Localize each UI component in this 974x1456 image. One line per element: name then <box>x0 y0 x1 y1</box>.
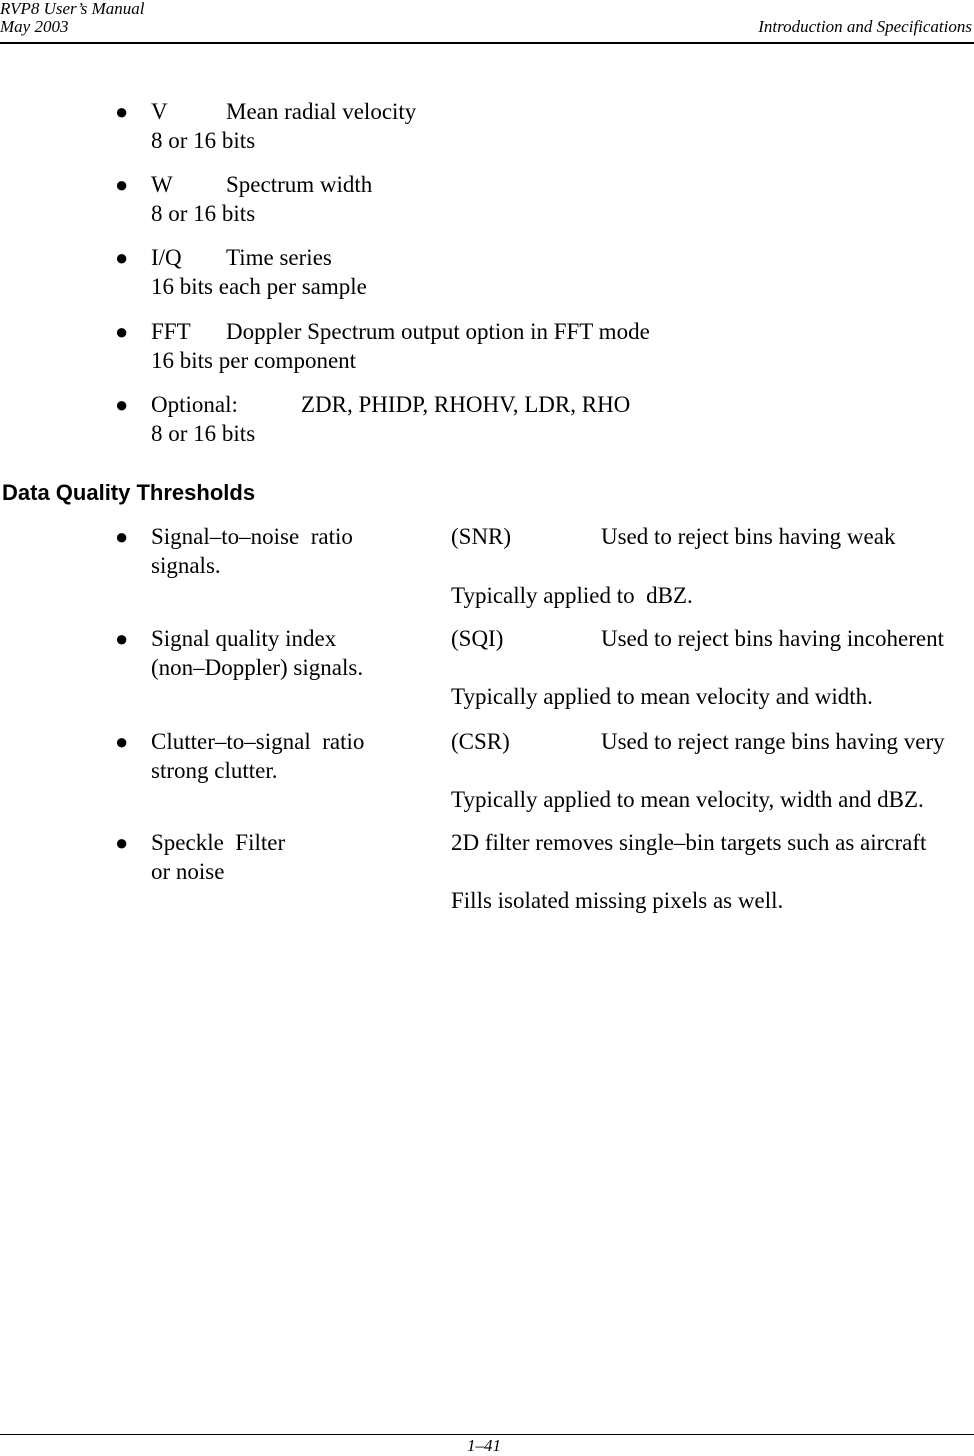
threshold-note: Fills isolated missing pixels as well. <box>451 888 784 913</box>
threshold-name: Speckle Filter <box>151 830 286 855</box>
item-detail: 8 or 16 bits <box>151 201 256 226</box>
bullet-icon: ● <box>115 245 129 270</box>
item-detail: 16 bits per component <box>151 348 357 373</box>
item-detail: 16 bits each per sample <box>151 274 367 299</box>
bullet-icon: ● <box>115 830 129 855</box>
item-code: W <box>151 172 173 197</box>
footer-rule <box>0 1434 974 1435</box>
threshold-abbr: (CSR) <box>451 729 510 754</box>
item-code: FFT <box>151 319 191 344</box>
item-code: I/Q <box>151 245 182 270</box>
item-detail: 8 or 16 bits <box>151 421 256 446</box>
bullet-icon: ● <box>115 729 129 754</box>
threshold-text: 2D filter removes single–bin targets such as aircraft <box>451 830 927 855</box>
item-code: V <box>151 99 168 124</box>
item-description: Time series <box>226 245 332 270</box>
threshold-name: Signal quality index <box>151 626 337 651</box>
bullet-icon: ● <box>115 319 129 344</box>
bullet-icon: ● <box>115 172 129 197</box>
threshold-abbr: (SNR) <box>451 524 512 549</box>
item-detail: 8 or 16 bits <box>151 128 256 153</box>
threshold-text-continued: (non–Doppler) signals. <box>151 655 364 680</box>
section-heading: Data Quality Thresholds <box>2 480 256 505</box>
header-date: May 2003 <box>0 17 69 36</box>
threshold-text-continued: strong clutter. <box>151 758 278 783</box>
item-code: Optional: <box>151 392 238 417</box>
bullet-icon: ● <box>115 524 129 549</box>
threshold-note: Typically applied to mean velocity, width and dBZ. <box>451 787 924 812</box>
item-description: Spectrum width <box>226 172 373 197</box>
item-description: Mean radial velocity <box>226 99 417 124</box>
threshold-text: Used to reject range bins having very <box>601 729 945 754</box>
threshold-name: Signal–to–noise ratio <box>151 524 353 549</box>
bullet-icon: ● <box>115 392 129 417</box>
threshold-text-continued: or noise <box>151 859 225 884</box>
bullet-icon: ● <box>115 626 129 651</box>
threshold-text: Used to reject bins having incoherent <box>601 626 944 651</box>
section-title: Introduction and Specifications <box>758 17 972 36</box>
manual-title: RVP8 User’s Manual <box>0 0 145 18</box>
threshold-note: Typically applied to dBZ. <box>451 583 693 608</box>
threshold-note: Typically applied to mean velocity and width. <box>451 684 873 709</box>
bullet-icon: ● <box>115 99 129 124</box>
threshold-name: Clutter–to–signal ratio <box>151 729 365 754</box>
item-description: Doppler Spectrum output option in FFT mode <box>226 319 650 344</box>
item-description: ZDR, PHIDP, RHOHV, LDR, RHO <box>301 392 631 417</box>
threshold-text: Used to reject bins having weak <box>601 524 896 549</box>
page-number: 1–41 <box>467 1436 501 1455</box>
threshold-abbr: (SQI) <box>451 626 504 651</box>
header-rule <box>0 42 974 44</box>
threshold-text-continued: signals. <box>151 553 221 578</box>
